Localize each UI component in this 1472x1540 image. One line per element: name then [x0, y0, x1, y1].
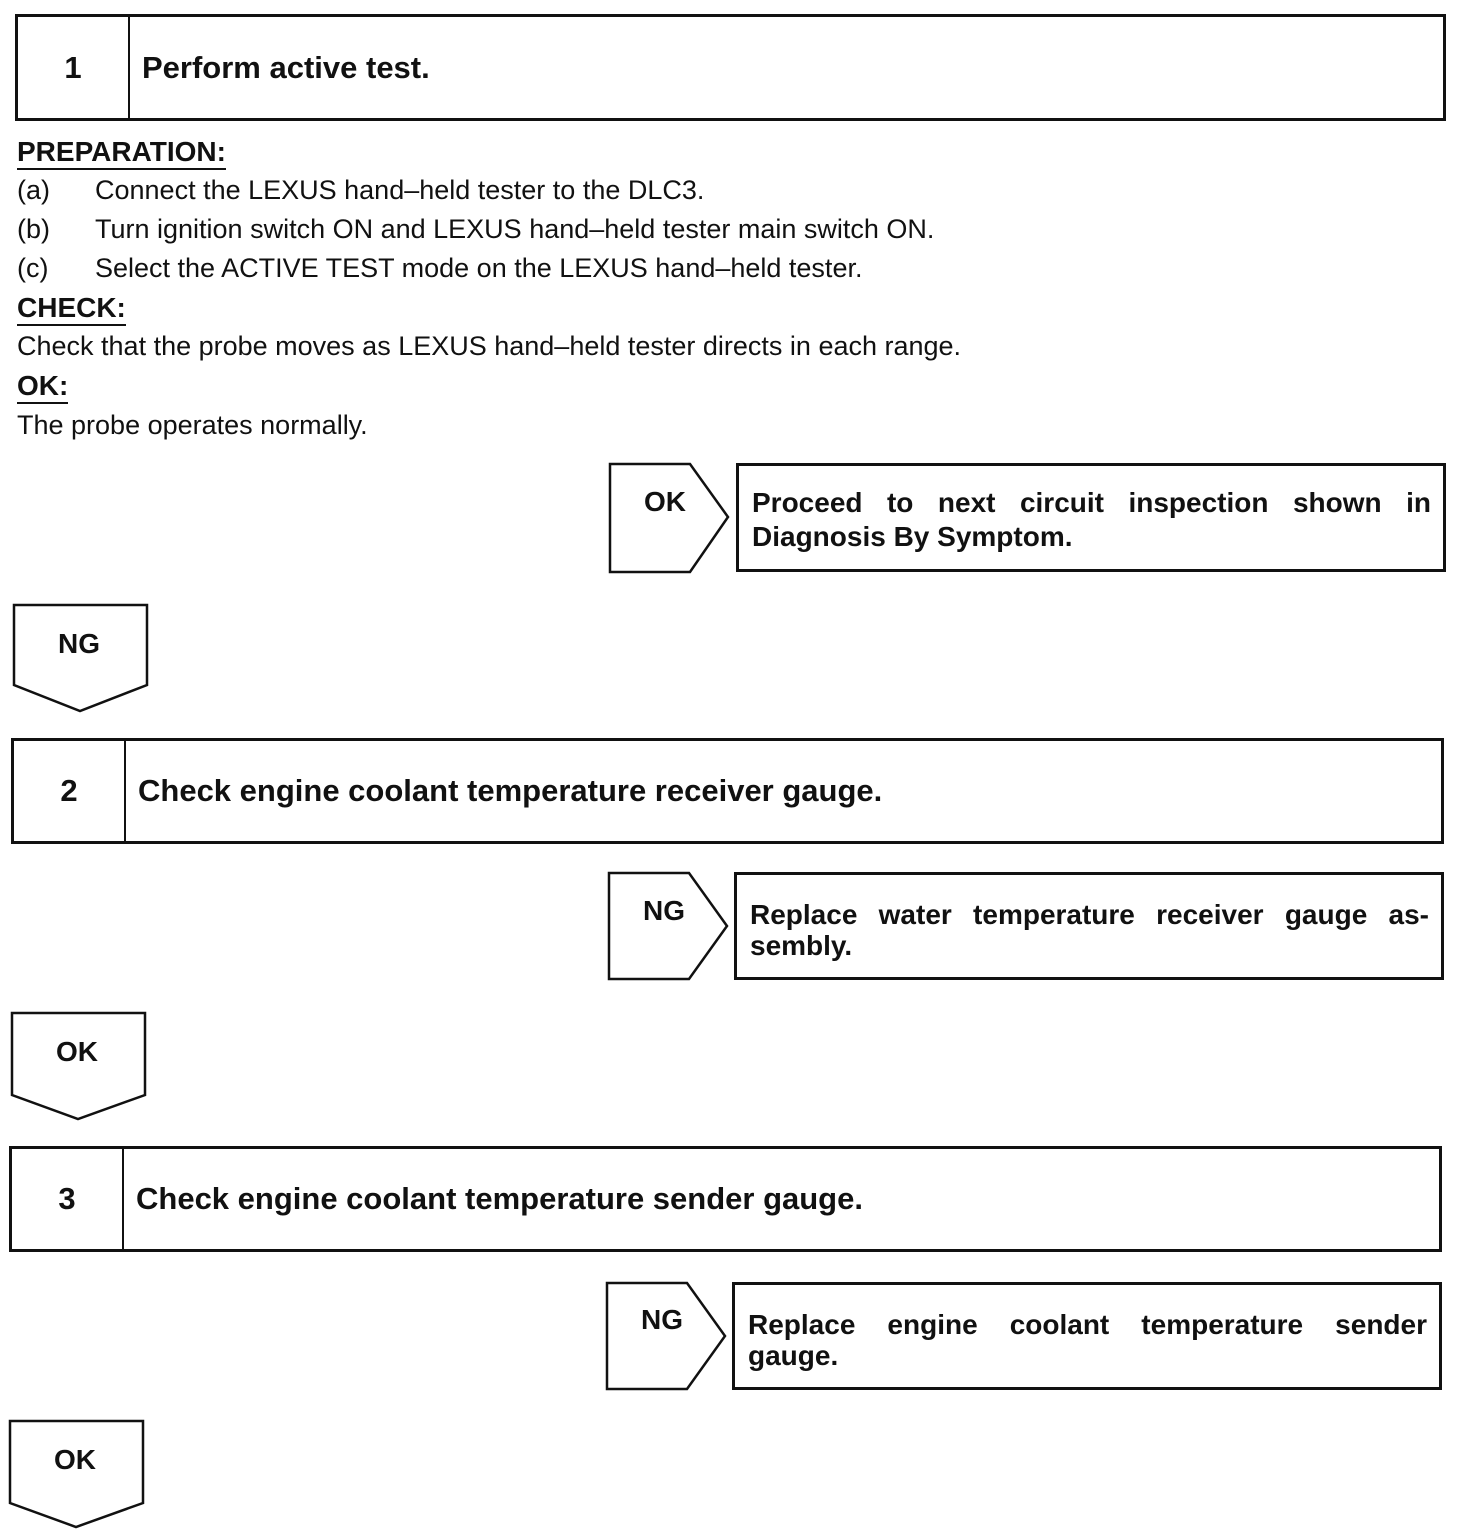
item-text: Select the ACTIVE TEST mode on the LEXUS hand–held tester. [95, 253, 863, 283]
step-2-ng-tag: NG [643, 895, 685, 926]
step-1-ng-tag: NG [58, 628, 100, 659]
preparation-label [17, 136, 226, 168]
step-1-ok-result: Proceed to next circuit inspection shown in Diagnosis By Symptom. [736, 463, 1446, 572]
step-2-title: Check engine coolant temperature receiver gauge. [138, 773, 883, 808]
step-1-title: Perform active test. [142, 49, 430, 85]
preparation-item-c [17, 253, 862, 284]
step-3-number: 3 [12, 1149, 124, 1249]
step-3-ng-result: Replace engine coolant temperature sender gauge. [732, 1282, 1442, 1390]
ok-label-text: OK: [17, 370, 68, 404]
ok-text: The probe operates normally. [17, 410, 368, 440]
item-marker: (c) [17, 253, 49, 283]
check-label-text: CHECK: [17, 292, 126, 326]
item-marker: (a) [17, 175, 50, 205]
right-arrow-icon [607, 871, 731, 983]
step-3-ok-tag: OK [54, 1444, 96, 1475]
item-text: Connect the LEXUS hand–held tester to the DLC3. [95, 175, 705, 205]
step-1-ok-tag: OK [644, 486, 686, 517]
step-3-ng-tag: NG [641, 1304, 683, 1335]
check-text: Check that the probe moves as LEXUS hand–held tester directs in each range. [17, 331, 962, 361]
step-2-box [11, 738, 1444, 844]
step-1-box [15, 14, 1446, 121]
step-2-ng-result: Replace water temperature receiver gauge as-sembly. [734, 872, 1444, 980]
step-1-number: 1 [18, 17, 130, 118]
step-2-ok-tag: OK [56, 1036, 98, 1067]
check-label [17, 292, 126, 324]
ok-label [17, 370, 68, 402]
right-arrow-icon [605, 1281, 729, 1393]
item-text: Turn ignition switch ON and LEXUS hand–held tester main switch ON. [95, 214, 935, 244]
right-arrow-icon [608, 462, 732, 574]
step-3-title: Check engine coolant temperature sender gauge. [136, 1181, 863, 1216]
item-marker: (b) [17, 214, 50, 244]
preparation-item-b [17, 214, 934, 245]
step-2-number: 2 [14, 741, 126, 841]
step-3-box [9, 1146, 1442, 1252]
preparation-item-a [17, 175, 704, 206]
preparation-label-text: PREPARATION: [17, 136, 226, 170]
